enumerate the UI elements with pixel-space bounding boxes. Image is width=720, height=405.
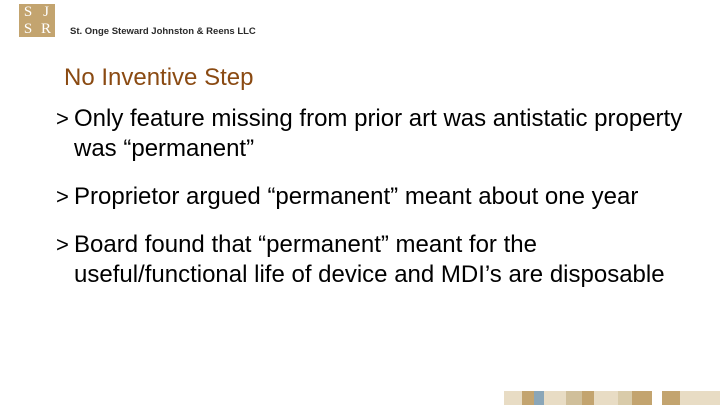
footer-bar [618, 391, 632, 405]
footer-bar [662, 391, 680, 405]
bullet-list [56, 104, 696, 308]
logo-letter: S [23, 20, 33, 37]
logo-letter: S [23, 4, 33, 20]
footer-bar [544, 391, 566, 405]
footer-bar [504, 391, 522, 405]
slide-title: No Inventive Step [64, 64, 254, 91]
footer-bar [534, 391, 544, 405]
logo-letter: J [43, 4, 49, 20]
footer-decoration [504, 391, 720, 405]
footer-bar [652, 391, 662, 405]
bullet-text: Only feature missing from prior art was antistatic property was “permanent” [74, 105, 683, 162]
bullet-item [56, 104, 696, 164]
footer-bar [566, 391, 582, 405]
bullet-item [56, 182, 696, 212]
bullet-text: Board found that “permanent” meant for the useful/functional life of device and MDI’s are disposable [74, 231, 665, 288]
footer-bar [582, 391, 594, 405]
bullet-text: Proprietor argued “permanent” meant about one year [74, 183, 639, 210]
bullet-marker: > [56, 232, 69, 257]
footer-bar [594, 391, 618, 405]
bullet-marker: > [56, 106, 69, 131]
footer-bar [680, 391, 720, 405]
firm-name: St. Onge Steward Johnston & Reens LLC [70, 26, 256, 37]
footer-bar [522, 391, 534, 405]
logo-letter: R [40, 20, 51, 37]
firm-logo [19, 4, 55, 37]
bullet-marker: > [56, 184, 69, 209]
footer-bar [632, 391, 652, 405]
bullet-item [56, 230, 696, 290]
